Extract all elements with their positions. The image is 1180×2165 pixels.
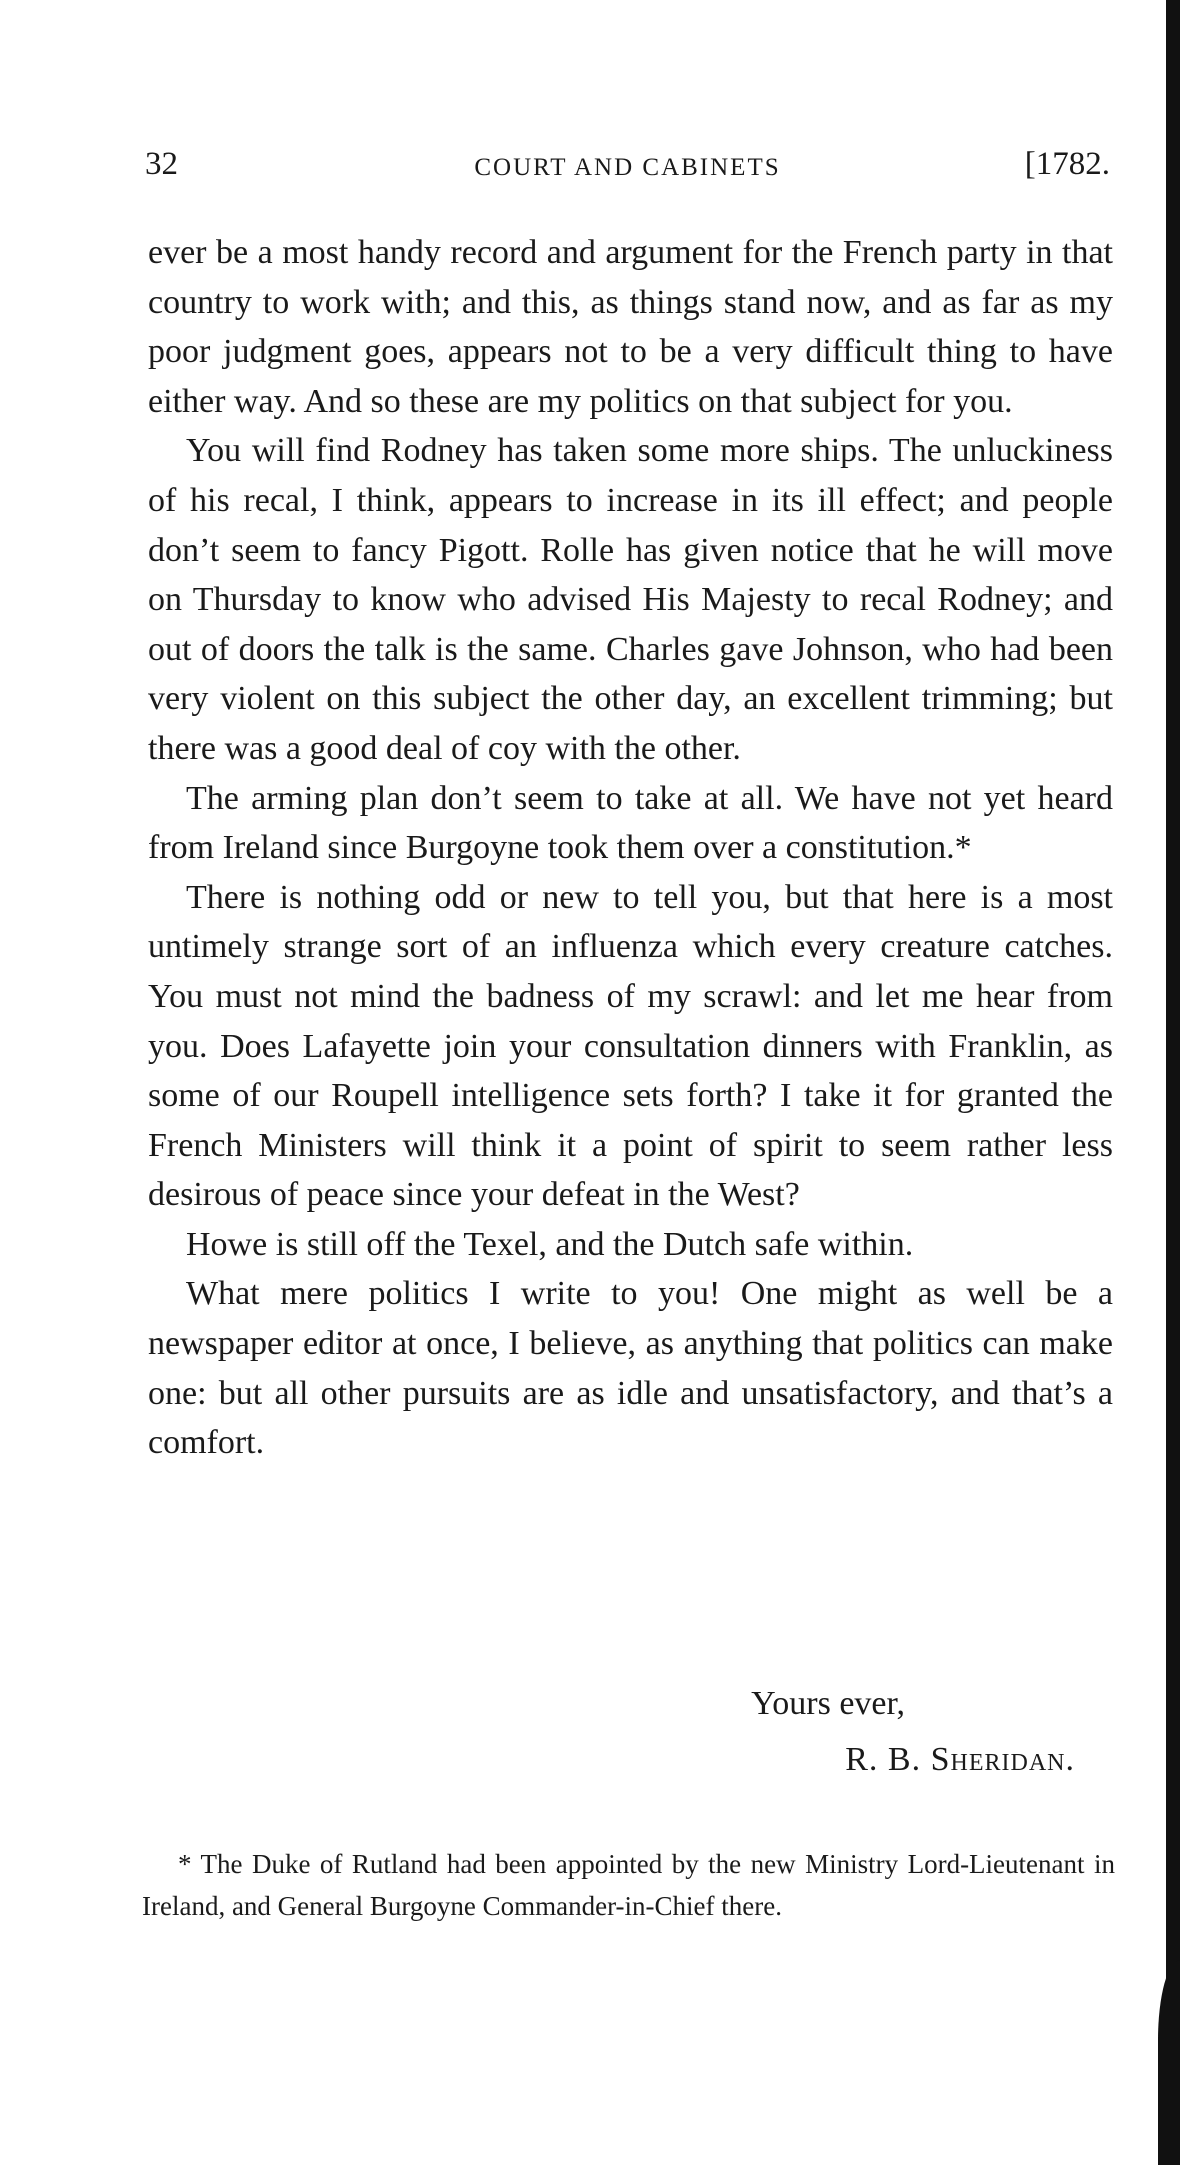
paragraph-2: You will find Rodney has taken some more ships. The unluckiness of his recal, I think, appears to increase in its ill effect; and people don’t seem to fancy Pigott. Rolle has given notice that he will move on Thursday to know who advised His Majesty to recal Rodney; and out of doors the talk is the same. Charles gave Johnson, who had been very violent on this subject the other day, an excellent trimming; but there was a good deal of coy with the other.	[148, 432, 1113, 767]
page-edge-blot	[1158, 1960, 1180, 2165]
paragraph-6: What mere politics I write to you! One might as well be a newspaper editor at once, I believe, as anything that politics can make one: but all other pursuits are as idle and unsatisfactory, and that’s a comfort.	[148, 1275, 1113, 1462]
paragraph-3: The arming plan don’t seem to take at all. We have not yet heard from Ireland since Burgoyne took them over a constitution.*	[148, 779, 1113, 867]
running-title: COURT AND CABINETS	[474, 154, 781, 181]
page-header	[145, 140, 1110, 200]
footnote: * The Duke of Rutland had been appointed by the new Ministry Lord-Lieutenant in Ireland, and General Burgoyne Commander-in-Chief there.	[142, 1849, 1115, 1921]
page-edge-shadow	[1166, 0, 1180, 2165]
valediction: Yours ever,	[751, 1685, 905, 1722]
paragraph-5: Howe is still off the Texel, and the Dutch safe within.	[186, 1225, 914, 1263]
page-number: 32	[145, 146, 178, 182]
signature: R. B. Sheridan.	[845, 1741, 1075, 1778]
header-year: [1782.	[1024, 146, 1110, 182]
paragraph-4: There is nothing odd or new to tell you, but that here is a most untimely strange sort of an influenza which every creature catches. You must not mind the badness of my scrawl: and let me hear from you. Does Lafayette join your consultation dinners with Franklin, as some of our Roupell intelligence sets forth? I take it for granted the French Ministers will think it a point of spirit to seem rather less desirous of peace since your defeat in the West?	[148, 878, 1113, 1214]
letter-body	[148, 228, 1113, 1468]
paragraph-1: ever be a most handy record and argument for the French party in that country to work with; and this, as things stand now, and as far as my poor judgment goes, appears not to be a very difficult thing to have either way. And so these are my politics on that subject for you.	[148, 234, 1113, 420]
letter-closing	[148, 1678, 1113, 1786]
